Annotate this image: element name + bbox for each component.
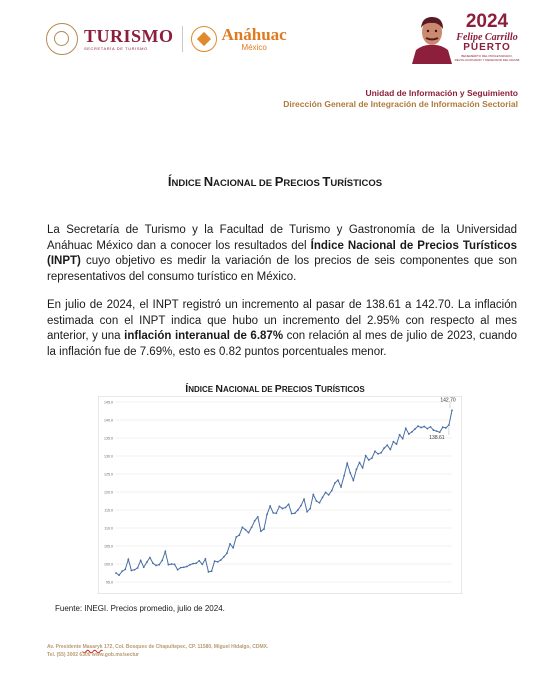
data-point xyxy=(423,426,425,428)
data-point xyxy=(405,427,407,429)
data-point xyxy=(152,562,154,564)
anahuac-title: Anáhuac xyxy=(221,25,287,44)
chart-title-part: T xyxy=(314,383,322,395)
data-point xyxy=(226,552,228,554)
y-tick-label: 110.0 xyxy=(104,526,113,531)
data-point xyxy=(436,430,438,432)
data-point xyxy=(278,506,280,508)
data-point xyxy=(149,557,151,559)
logo-divider xyxy=(182,26,183,52)
data-point xyxy=(208,571,210,573)
data-point xyxy=(377,453,379,455)
data-point xyxy=(365,455,367,457)
data-point xyxy=(297,509,299,511)
data-point xyxy=(306,511,308,513)
intro-paragraph xyxy=(47,223,517,285)
anahuac-emblem-icon xyxy=(191,26,217,52)
chart-title-part: P xyxy=(274,383,282,395)
data-point xyxy=(198,560,200,562)
data-point xyxy=(331,490,333,492)
data-point xyxy=(229,543,231,545)
data-point xyxy=(192,563,194,565)
data-point xyxy=(448,424,450,426)
data-point xyxy=(146,561,148,563)
title-part: P xyxy=(274,174,284,189)
title-part: Í xyxy=(167,174,172,189)
data-point xyxy=(155,565,157,567)
data-point xyxy=(211,570,213,572)
felipe-carrillo-puerto-logo xyxy=(410,10,520,68)
data-point xyxy=(303,498,305,500)
data-point xyxy=(201,563,203,565)
paragraph-text: La Secretaría de Turismo y la Facultad de Turismo y Gastronomía de la Universidad Anáhuac México dan a conocer los resultados del xyxy=(47,224,517,252)
year-label: 2024 xyxy=(465,11,509,32)
data-point xyxy=(124,569,126,571)
data-point xyxy=(408,433,410,435)
name-line2: PUERTO xyxy=(463,42,511,53)
data-point xyxy=(248,532,250,534)
data-point xyxy=(325,491,327,493)
source-note: Fuente: INEGI. Precios promedio, julio de 2024. xyxy=(55,604,225,613)
data-point xyxy=(356,468,358,470)
footer-text: Masaryk xyxy=(82,644,103,650)
data-point xyxy=(393,441,395,443)
data-point xyxy=(402,438,404,440)
chart-title xyxy=(0,383,550,395)
data-point xyxy=(451,409,453,411)
data-point xyxy=(352,480,354,482)
data-point xyxy=(235,536,237,538)
data-point xyxy=(183,566,185,568)
data-point xyxy=(134,569,136,571)
data-point xyxy=(140,560,142,562)
footer-address xyxy=(47,643,268,659)
header-logos xyxy=(46,22,287,56)
data-point xyxy=(272,512,274,514)
data-point xyxy=(127,558,129,560)
turismo-title: TURISMO xyxy=(84,26,174,46)
data-point xyxy=(312,494,314,496)
paragraph-bold: inflación interanual de 6.87% xyxy=(124,330,284,342)
annotation-label: 142.70 xyxy=(440,397,456,404)
chart-title-part: N xyxy=(215,383,223,395)
data-point xyxy=(158,564,160,566)
data-point xyxy=(294,512,296,514)
data-point xyxy=(414,428,416,430)
data-point xyxy=(300,505,302,507)
chart-title-part: Í xyxy=(185,383,189,395)
footer-text: 172, Col. Bosques de Chapultepec, CP. 11580, Miguel Hidalgo, CDMX. xyxy=(102,644,269,650)
data-point xyxy=(445,427,447,429)
data-point xyxy=(204,558,206,560)
data-point xyxy=(359,462,361,464)
unit-heading xyxy=(283,88,518,109)
footer-line1 xyxy=(47,643,268,651)
data-point xyxy=(131,570,133,572)
data-point xyxy=(161,560,163,562)
data-point xyxy=(275,512,277,514)
title-part: URÍSTICOS xyxy=(330,178,383,189)
data-point xyxy=(442,426,444,428)
data-point xyxy=(337,479,339,481)
data-point xyxy=(223,556,225,558)
data-point xyxy=(177,569,179,571)
data-point xyxy=(315,500,317,502)
title-part: N xyxy=(203,174,214,189)
data-point xyxy=(171,563,173,565)
data-point xyxy=(411,431,413,433)
data-point xyxy=(285,507,287,509)
unit-line1: Unidad de Información y Seguimiento xyxy=(365,88,518,98)
data-point xyxy=(396,443,398,445)
title-part: ACIONAL DE xyxy=(213,178,275,189)
y-tick-label: 125.0 xyxy=(104,472,113,477)
name-line1: Felipe Carrillo xyxy=(456,32,518,43)
data-point xyxy=(241,526,243,528)
chart-title-part: RECIOS xyxy=(281,385,315,394)
data-point xyxy=(328,494,330,496)
turismo-subtitle: SECRETARÍA DE TURISMO xyxy=(84,46,148,51)
results-paragraph xyxy=(47,298,517,360)
data-point xyxy=(238,534,240,536)
y-tick-label: 135.0 xyxy=(104,436,113,441)
footer-text: Av. Presidente xyxy=(47,644,83,650)
data-point xyxy=(220,559,222,561)
data-point xyxy=(168,564,170,566)
paragraph-bold: Índice Nacional de Precios Turísticos (INPT) xyxy=(47,239,517,267)
footer-line2: Tel. (55) 3002 6300 www.gob.mx/sectur xyxy=(47,652,139,658)
data-point xyxy=(269,505,271,507)
anahuac-logo xyxy=(222,26,287,52)
data-point xyxy=(334,482,336,484)
data-point xyxy=(254,520,256,522)
y-tick-label: 95.0 xyxy=(106,580,113,585)
data-point xyxy=(386,444,388,446)
data-point xyxy=(319,502,321,504)
data-point xyxy=(195,562,197,564)
data-point xyxy=(343,475,345,477)
chart-title-part: ACIONAL DE xyxy=(222,385,275,394)
data-point xyxy=(174,563,176,565)
data-point xyxy=(143,566,145,568)
data-point xyxy=(368,459,370,461)
data-point xyxy=(433,429,435,431)
data-point xyxy=(362,467,364,469)
data-point xyxy=(282,508,284,510)
data-point xyxy=(374,450,376,452)
data-point xyxy=(371,457,373,459)
y-tick-label: 145.0 xyxy=(104,400,113,405)
mexico-seal-icon xyxy=(46,23,78,55)
data-point xyxy=(309,508,311,510)
title-part: RECIOS xyxy=(283,178,323,189)
data-point xyxy=(260,530,262,532)
y-tick-label: 120.0 xyxy=(104,490,113,495)
portrait-icon xyxy=(410,12,454,64)
paragraph-text: En julio de 2024, el INPT registró un incremento al pasar de 138.61 a 142.70. La inflación estimada con el INPT indica que hubo un incremento del 2.95% con respecto al mes anterior, y una xyxy=(47,299,517,342)
y-tick-label: 115.0 xyxy=(104,508,113,513)
data-point xyxy=(380,452,382,454)
data-point xyxy=(430,426,432,428)
unit-line2: Dirección General de Integración de Información Sectorial xyxy=(283,98,518,109)
data-point xyxy=(217,561,219,563)
title-part: NDICE xyxy=(171,178,204,189)
turismo-logo xyxy=(84,27,174,51)
data-point xyxy=(121,570,123,572)
data-point xyxy=(389,449,391,451)
data-point xyxy=(180,567,182,569)
document-title xyxy=(0,174,550,189)
data-point xyxy=(399,434,401,436)
chart-title-part: URÍSTICOS xyxy=(321,385,365,394)
data-point xyxy=(340,486,342,488)
paragraph-text: con relación al mes de julio de 2023, cuando la inflación fue de 7.69%, esto es 0.82 puntos porcentuales menor. xyxy=(47,330,517,358)
data-point xyxy=(257,516,259,518)
data-point xyxy=(186,566,188,568)
paragraph-text: cuyo objetivo es medir la variación de los precios de seis componentes que son representativos del consumo turístico en México. xyxy=(47,255,517,283)
y-tick-label: 140.0 xyxy=(104,418,113,423)
y-tick-label: 130.0 xyxy=(104,454,113,459)
data-point xyxy=(349,472,351,474)
data-point xyxy=(245,529,247,531)
data-point xyxy=(137,567,139,569)
data-point xyxy=(322,497,324,499)
data-point xyxy=(263,528,265,530)
data-point xyxy=(118,574,120,576)
y-tick-label: 105.0 xyxy=(104,544,113,549)
data-point xyxy=(417,425,419,427)
motto-text: BENEMÉRITO DEL PROLETARIADO, REVOLUCIONARIO Y DEFENSOR DEL MAYAB xyxy=(454,54,520,62)
data-point xyxy=(291,513,293,515)
data-point xyxy=(189,564,191,566)
annotation-label: 138.61 xyxy=(429,435,445,442)
title-part: T xyxy=(322,174,331,189)
data-point xyxy=(214,560,216,562)
inpt-line-chart xyxy=(98,396,462,594)
data-point xyxy=(251,526,253,528)
y-tick-label: 100.0 xyxy=(104,562,113,567)
data-point xyxy=(426,428,428,430)
data-point xyxy=(288,503,290,505)
data-point xyxy=(266,513,268,515)
data-point xyxy=(232,547,234,549)
chart-title-part: NDICE xyxy=(188,385,216,394)
data-point xyxy=(383,447,385,449)
data-point xyxy=(115,572,117,574)
data-point xyxy=(439,431,441,433)
anahuac-subtitle: México xyxy=(241,43,267,52)
data-point xyxy=(164,551,166,553)
data-point xyxy=(346,462,348,464)
data-point xyxy=(420,427,422,429)
